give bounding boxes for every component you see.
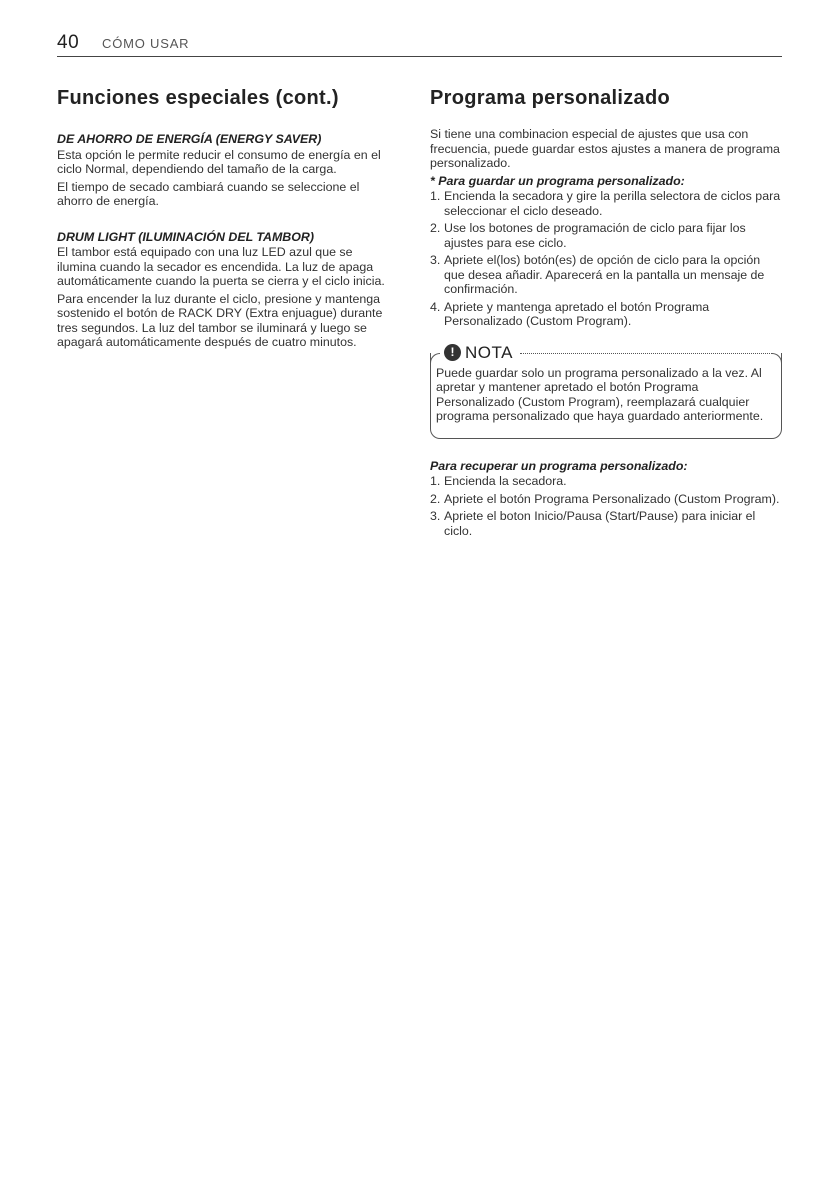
list-item: 2. Apriete el botón Programa Personalizado (Custom Program). <box>430 491 780 506</box>
drum-light-paragraph: El tambor está equipado con una luz LED azul que se ilumina cuando la secador es encendida. La luz de apaga automáticamente cuando la puerta se cierra y el ciclo inicia. <box>57 245 385 288</box>
note-box <box>430 343 782 439</box>
save-steps-list <box>430 189 782 329</box>
warning-icon: ! <box>444 344 461 361</box>
list-item: 3. Apriete el(los) botón(es) de opción de ciclo para la opción que desea añadir. Aparecerá en la pantalla un mensaje de confirmación. <box>430 253 765 296</box>
intro-paragraph: Si tiene una combinacion especial de ajustes que usa con frecuencia, puede guardar estos ajustes a manera de programa personalizado. <box>430 127 780 170</box>
list-item: 4. Apriete y mantenga apretado el botón Programa Personalizado (Custom Program). <box>430 299 710 328</box>
recall-program-heading: Para recuperar un programa personalizado: <box>430 458 688 473</box>
drum-light-heading: DRUM LIGHT (ILUMINACIÓN DEL TAMBOR) <box>57 229 314 244</box>
energy-saver-paragraph: Esta opción le permite reducir el consumo de energía en el ciclo Normal, dependiendo del tamaño de la carga. <box>57 147 381 176</box>
left-title: Funciones especiales (cont.) <box>57 87 339 109</box>
save-program-heading: * Para guardar un programa personalizado: <box>430 173 685 188</box>
list-item: 1. Encienda la secadora. <box>430 474 567 488</box>
note-header <box>440 343 517 363</box>
list-item: 1. Encienda la secadora y gire la perilla selectora de ciclos para seleccionar el ciclo deseado. <box>430 189 781 218</box>
recall-steps-list <box>430 474 782 538</box>
drum-light-paragraph: Para encender la luz durante el ciclo, presione y mantenga sostenido el botón de RACK DRY (Extra enjuague) durante tres segundos. La luz del tambor se iluminará y luego se apagará automáticamente después de cuatro minutos. <box>57 291 383 349</box>
list-item: 3. Apriete el boton Inicio/Pausa (Start/Pause) para iniciar el ciclo. <box>430 509 756 538</box>
right-column <box>430 86 782 541</box>
note-label: NOTA <box>465 342 513 362</box>
right-title: Programa personalizado <box>430 87 670 109</box>
note-text: Puede guardar solo un programa personalizado a la vez. Al apretar y mantener apretado el botón Programa Personalizado (Custom Program), reemplazará cualquier programa personalizado que haya guardado anteriormente. <box>436 365 764 423</box>
list-item: 2. Use los botones de programación de ciclo para fijar los ajustes para ese ciclo. <box>430 221 746 250</box>
energy-saver-heading: DE AHORRO DE ENERGÍA (ENERGY SAVER) <box>57 132 322 146</box>
energy-saver-paragraph: El tiempo de secado cambiará cuando se seleccione el ahorro de energía. <box>57 179 360 208</box>
section-name: CÓMO USAR <box>102 36 190 51</box>
page-header <box>57 32 782 57</box>
page-number: 40 <box>57 32 80 53</box>
left-column <box>57 86 393 353</box>
